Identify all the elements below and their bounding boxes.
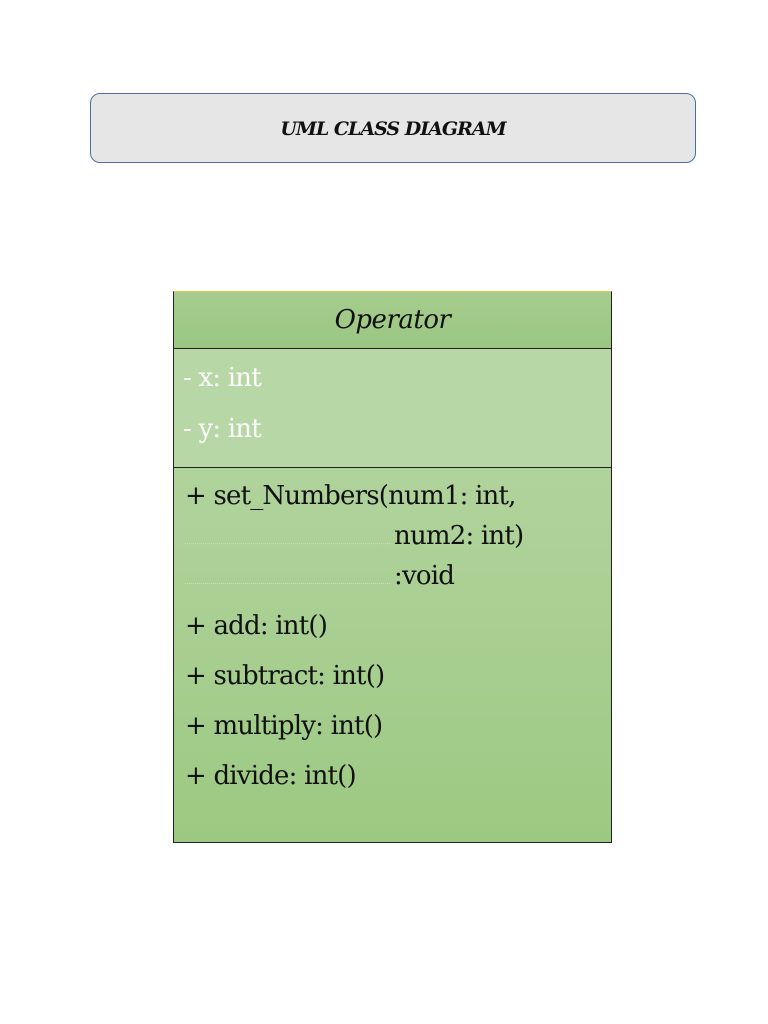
attributes-compartment bbox=[174, 349, 611, 468]
method-set-numbers-line3 bbox=[185, 556, 611, 596]
method-add: + add: int() bbox=[185, 611, 328, 641]
attribute-y: - y: int bbox=[183, 414, 261, 444]
uml-class-operator bbox=[173, 291, 612, 843]
diagram-title-box bbox=[90, 93, 696, 163]
class-header bbox=[174, 292, 611, 349]
continuation-dots bbox=[185, 542, 390, 544]
diagram-title: UML CLASS DIAGRAM bbox=[280, 118, 506, 140]
method-multiply: + multiply: int() bbox=[185, 711, 383, 741]
method-set-numbers-param2: num2: int) bbox=[394, 521, 524, 551]
methods-compartment bbox=[174, 468, 611, 796]
continuation-dots bbox=[185, 582, 390, 584]
method-subtract: + subtract: int() bbox=[185, 661, 385, 691]
method-divide: + divide: int() bbox=[185, 761, 356, 791]
method-set-numbers-line2 bbox=[185, 516, 611, 556]
method-set-numbers-return: :void bbox=[394, 561, 455, 591]
method-set-numbers-line1: + set_Numbers(num1: int, bbox=[185, 481, 516, 511]
class-name: Operator bbox=[334, 305, 451, 335]
attribute-x: - x: int bbox=[183, 363, 261, 393]
